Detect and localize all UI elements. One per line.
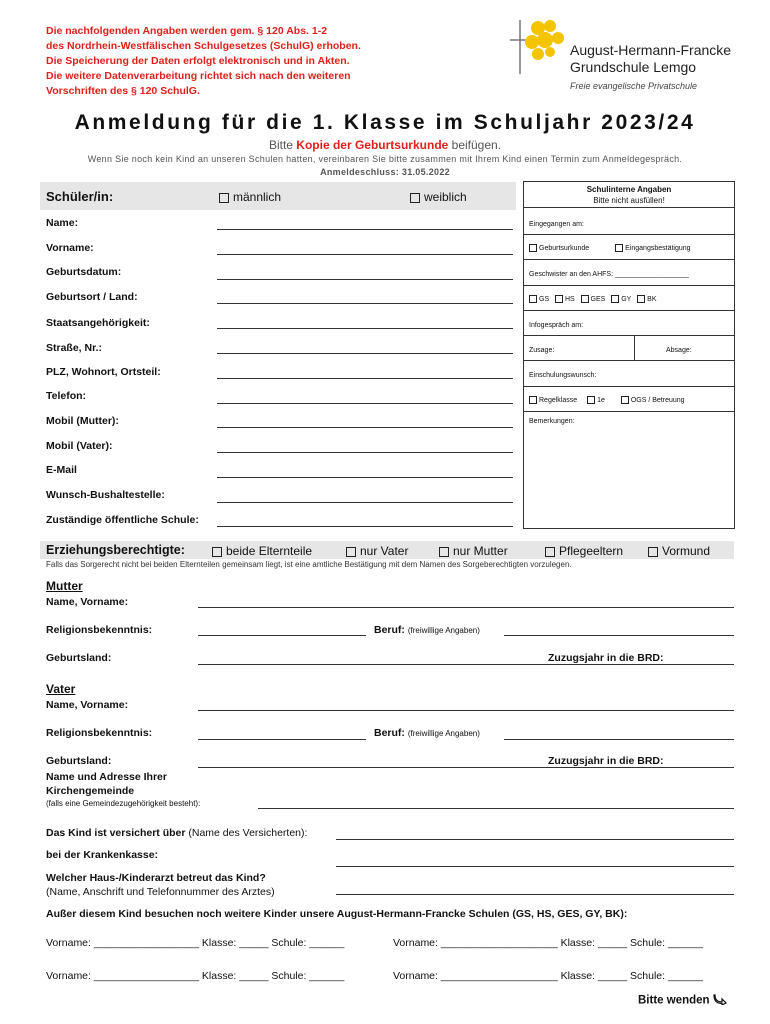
- receipt-label: Eingangsbestätigung: [625, 245, 691, 252]
- school-label: BK: [647, 296, 657, 303]
- one-e-label: 1e: [597, 397, 605, 404]
- mother-job-label: [374, 624, 480, 636]
- infotalk-label: Infogespräch am:: [529, 322, 584, 329]
- father-heading: Vater: [46, 682, 76, 696]
- checkbox-icon: [611, 295, 619, 303]
- female-label: weiblich: [424, 190, 467, 204]
- school-check[interactable]: [581, 296, 606, 303]
- legal-notice-line: Die Speicherung der Daten erfolgt elektronisch und in Akten.: [46, 55, 350, 67]
- mother-country-line[interactable]: [198, 664, 734, 665]
- field-label: Name:: [46, 217, 79, 229]
- checkbox-icon: [581, 295, 589, 303]
- field-label: Staatsangehörigkeit:: [46, 317, 150, 329]
- guardian-option-label: Vormund: [662, 544, 711, 558]
- checkbox-icon: [529, 396, 537, 404]
- wish-label: Einschulungswunsch:: [529, 372, 597, 379]
- logo-tagline: Freie evangelische Privatschule: [570, 81, 698, 91]
- mother-religion-line[interactable]: [198, 635, 366, 636]
- guardian-option[interactable]: [346, 544, 408, 558]
- mother-religion-label: Religionsbekenntnis:: [46, 624, 153, 636]
- mother-name-line[interactable]: [198, 607, 734, 608]
- kasse-label: bei der Krankenkasse:: [46, 849, 159, 861]
- birthdate-line[interactable]: [217, 279, 513, 280]
- one-e-check[interactable]: [587, 397, 605, 404]
- field-label: Geburtsort / Land:: [46, 291, 138, 303]
- mother-arrival-label: Zuzugsjahr in die BRD:: [548, 652, 664, 664]
- field-label: Zuständige öffentliche Schule:: [46, 514, 199, 526]
- internal-info-box: [523, 181, 735, 529]
- school-check[interactable]: [529, 296, 549, 303]
- school-check[interactable]: [555, 296, 575, 303]
- school-check[interactable]: [611, 296, 631, 303]
- guardians-note: Falls das Sorgerecht nicht bei beiden Elternteilen gemeinsam liegt, ist eine amtliche Bestätigung mit dem Namen des Sorgeberechtigten vorzulegen.: [46, 560, 572, 569]
- father-name-line[interactable]: [198, 710, 734, 711]
- internal-title: Schulinterne Angaben: [586, 185, 672, 194]
- school-label: GS: [539, 296, 550, 303]
- birthplace-line[interactable]: [217, 303, 513, 304]
- job-note: (freiwillige Angaben): [407, 626, 480, 635]
- field-label: Straße, Nr.:: [46, 342, 103, 354]
- legal-notice-line: des Nordrhein-Westfälischen Schulgesetzes (SchulG) erhoben.: [46, 40, 361, 52]
- field-label: E-Mail: [46, 464, 77, 476]
- birth-cert-label: Geburtsurkunde: [539, 245, 590, 252]
- sibling-entry[interactable]: Vorname: ____________________ Klasse: _____ Schule: ______: [393, 937, 704, 949]
- guardian-option-label: Pflegeeltern: [559, 544, 624, 558]
- birth-cert-check[interactable]: [529, 245, 589, 252]
- father-country-label: Geburtsland:: [46, 755, 112, 767]
- field-label: Vorname:: [46, 242, 94, 254]
- insured-line[interactable]: [336, 839, 734, 840]
- page-title: Anmeldung für die 1. Klasse im Schuljahr 2023/24: [74, 111, 696, 134]
- mother-name-label: Name, Vorname:: [46, 596, 129, 608]
- female-checkbox[interactable]: [410, 190, 467, 204]
- subtitle: [0, 138, 770, 152]
- checkbox-icon: [346, 547, 356, 557]
- legal-notice: [46, 24, 361, 99]
- subtitle-post: beifügen.: [448, 138, 502, 152]
- father-religion-label: Religionsbekenntnis:: [46, 727, 153, 739]
- doctor-label: [46, 871, 275, 899]
- guardian-option[interactable]: [648, 544, 710, 558]
- checkbox-icon: [621, 396, 629, 404]
- school-logo: [510, 16, 572, 76]
- city-line[interactable]: [217, 378, 513, 379]
- checkbox-icon: [587, 396, 595, 404]
- doctor-question: Welcher Haus-/Kinderarzt betreut das Kind?: [46, 872, 266, 884]
- father-country-line[interactable]: [198, 767, 734, 768]
- firstname-line[interactable]: [217, 254, 513, 255]
- legal-notice-line: Die weitere Datenverarbeitung richtet sich nach den weiteren: [46, 70, 351, 82]
- insurance-label: [46, 827, 307, 839]
- guardian-option[interactable]: [212, 544, 312, 558]
- father-job-line[interactable]: [504, 739, 734, 740]
- job-label: Beruf:: [374, 727, 405, 739]
- checkbox-icon: [529, 244, 537, 252]
- checkbox-icon: [410, 193, 420, 203]
- nationality-line[interactable]: [217, 328, 513, 329]
- footer: [638, 993, 727, 1008]
- ogs-check[interactable]: [621, 397, 685, 404]
- name-line[interactable]: [217, 229, 513, 230]
- sibling-entry[interactable]: Vorname: __________________ Klasse: _____ Schule: ______: [46, 937, 345, 949]
- mother-heading: Mutter: [46, 579, 83, 593]
- insurance-bold: Das Kind ist versichert über: [46, 827, 186, 839]
- mother-job-line[interactable]: [504, 635, 734, 636]
- public-school-line[interactable]: [217, 526, 513, 527]
- subtitle-pre: Bitte: [268, 138, 297, 152]
- sibling-entry[interactable]: Vorname: __________________ Klasse: _____ Schule: ______: [46, 970, 345, 982]
- male-checkbox[interactable]: [219, 190, 281, 204]
- school-name: August-Hermann-Francke: [570, 42, 732, 58]
- checkbox-icon: [555, 295, 563, 303]
- remarks-label: Bemerkungen:: [529, 418, 575, 425]
- guardian-option-label: nur Mutter: [453, 544, 508, 558]
- guardians-heading: Erziehungsberechtigte:: [46, 543, 185, 557]
- turn-page-icon: [713, 993, 727, 1008]
- subtitle-emphasis: Kopie der Geburtsurkunde: [296, 138, 449, 152]
- guardian-option[interactable]: [439, 544, 508, 558]
- receipt-check[interactable]: [615, 245, 690, 252]
- checkbox-icon: [529, 295, 537, 303]
- siblings-question: Außer diesem Kind besuchen noch weitere Kinder unsere August-Hermann-Francke Schulen (GS, HS, GES, GY, BK):: [46, 908, 628, 920]
- info-text: Wenn Sie noch kein Kind an unseren Schulen hatten, vereinbaren Sie bitte zusammen mit Ihrem Kind einen Termin zum Anmeldegespräch.: [87, 154, 683, 164]
- email-line[interactable]: [217, 477, 513, 478]
- father-arrival-label: Zuzugsjahr in die BRD:: [548, 755, 664, 767]
- mobile-father-line[interactable]: [217, 452, 513, 453]
- field-label: Mobil (Vater):: [46, 440, 113, 452]
- checkbox-icon: [545, 547, 555, 557]
- church-line[interactable]: [258, 808, 734, 809]
- mother-country-label: Geburtsland:: [46, 652, 112, 664]
- please-turn-label: Bitte wenden: [638, 994, 710, 1007]
- father-religion-line[interactable]: [198, 739, 366, 740]
- doctor-hint: (Name, Anschrift und Telefonnummer des Arztes): [46, 886, 275, 898]
- checkbox-icon: [212, 547, 222, 557]
- field-label: PLZ, Wohnort, Ortsteil:: [46, 366, 161, 378]
- ogs-label: OGS / Betreuung: [630, 397, 685, 404]
- father-name-label: Name, Vorname:: [46, 699, 129, 711]
- guardian-option[interactable]: [545, 544, 623, 558]
- church-label-line2: Kirchengemeinde: [46, 785, 135, 797]
- kasse-line[interactable]: [336, 866, 734, 867]
- regular-check[interactable]: [529, 397, 577, 404]
- checkbox-icon: [219, 193, 229, 203]
- field-label: Mobil (Mutter):: [46, 415, 119, 427]
- school-label: HS: [564, 296, 575, 303]
- guardian-option-label: nur Vater: [360, 544, 409, 558]
- legal-notice-line: Vorschriften des § 120 SchulG.: [46, 85, 200, 97]
- school-label: GES: [590, 296, 606, 303]
- school-check[interactable]: [637, 296, 656, 303]
- field-label: Telefon:: [46, 390, 87, 402]
- received-label: Eingegangen am:: [529, 221, 584, 228]
- doctor-line[interactable]: [336, 894, 734, 895]
- job-note: (freiwillige Angaben): [407, 729, 480, 738]
- regular-label: Regelklasse: [539, 397, 578, 404]
- school-label: GY: [621, 296, 632, 303]
- deadline: Anmeldeschluss: 31.05.2022: [320, 167, 450, 177]
- field-label: Wunsch-Bushaltestelle:: [46, 489, 165, 501]
- accept-label: Zusage:: [529, 347, 555, 354]
- checkbox-icon: [648, 547, 658, 557]
- mobile-mother-line[interactable]: [217, 427, 513, 428]
- father-job-label: [374, 727, 480, 739]
- reject-label: Absage:: [666, 347, 692, 354]
- student-heading: Schüler/in:: [46, 189, 114, 204]
- siblings-label: Geschwister an den AHFS: ___________________: [529, 271, 689, 278]
- male-label: männlich: [233, 190, 282, 204]
- church-label-line1: Name und Adresse Ihrer: [46, 771, 167, 783]
- street-line[interactable]: [217, 353, 513, 354]
- insurance-regular: (Name des Versicherten):: [185, 827, 308, 839]
- church-note: (falls eine Gemeindezugehörigkeit besteht):: [46, 799, 201, 808]
- sibling-entry[interactable]: Vorname: ____________________ Klasse: _____ Schule: ______: [393, 970, 704, 982]
- church-label: [46, 770, 167, 798]
- school-type: Grundschule Lemgo: [570, 59, 697, 75]
- phone-line[interactable]: [217, 403, 513, 404]
- checkbox-icon: [439, 547, 449, 557]
- logo-text: [570, 42, 731, 76]
- checkbox-icon: [637, 295, 645, 303]
- job-label: Beruf:: [374, 624, 405, 636]
- guardian-option-label: beide Elternteile: [226, 544, 313, 558]
- internal-subtitle: Bitte nicht ausfüllen!: [593, 196, 665, 205]
- checkbox-icon: [615, 244, 623, 252]
- field-label: Geburtsdatum:: [46, 266, 122, 278]
- busstop-line[interactable]: [217, 502, 513, 503]
- legal-notice-line: Die nachfolgenden Angaben werden gem. § 120 Abs. 1-2: [46, 25, 328, 37]
